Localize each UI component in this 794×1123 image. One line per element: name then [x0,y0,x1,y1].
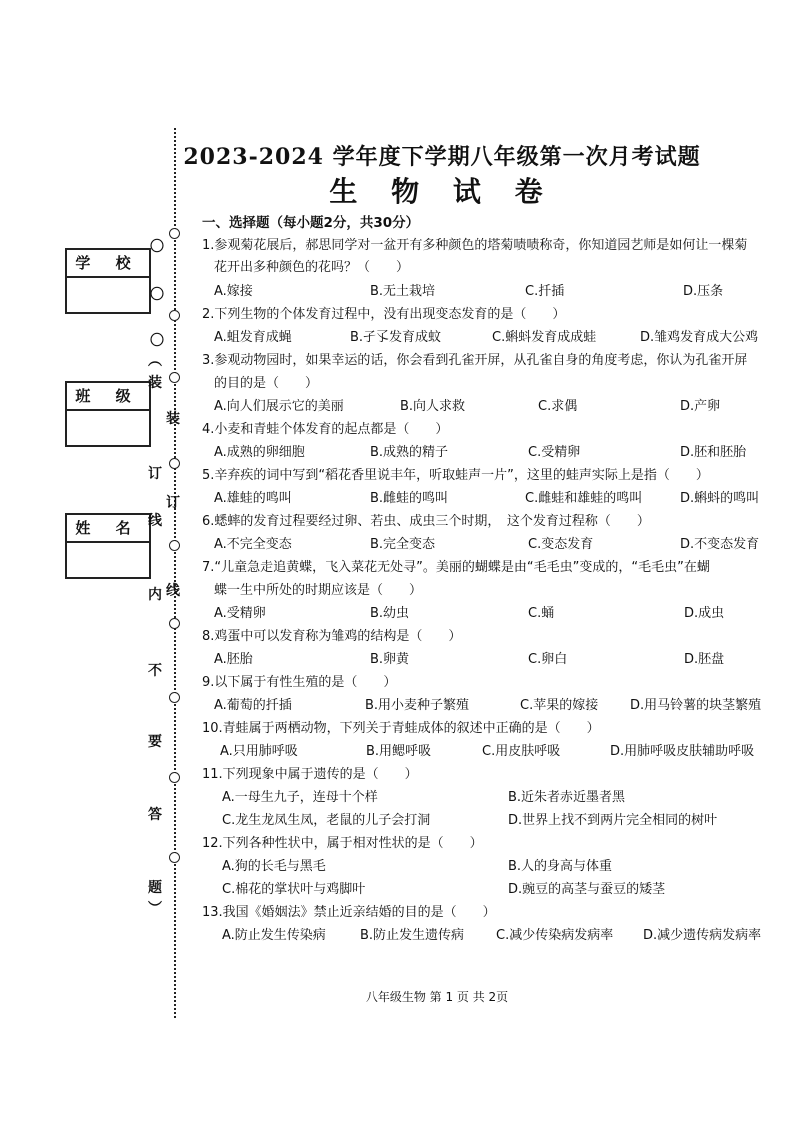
option[interactable]: B.成熟的精子 [370,445,449,460]
option[interactable]: A.不完全变态 [214,537,292,552]
option[interactable]: D.胚盘 [684,652,725,667]
exam-title: 2023-2024 学年度下学期八年级第一次月考试题 [183,144,701,170]
option[interactable]: B.用小麦种子繁殖 [365,698,470,713]
question-stem: 3.参观动物园时，如果幸运的话，你会看到孔雀开屏，从孔雀自身的角度考虑，你认为孔雀开屏 [202,353,748,368]
option[interactable]: A.胚胎 [214,652,253,667]
school-label: 学 校 [67,250,149,278]
binding-circle [169,540,180,551]
binding-circle [169,310,180,321]
question-stem: 4.小麦和青蛙个体发育的起点都是（ ） [202,422,449,437]
option[interactable]: B.完全变态 [370,537,436,552]
binding-char: 答 [148,807,162,823]
page-footer: 八年级生物 第 1 页 共 2页 [365,990,509,1004]
option[interactable]: A.成熟的卵细胞 [214,445,305,460]
name-field[interactable] [67,543,149,577]
question-stem: 7.“儿童急走追黄蝶，飞入菜花无处寻”。美丽的蝴蝶是由“毛毛虫”变成的，“毛毛虫”在蝴 [202,560,710,575]
binding-char: ︶ [148,901,162,917]
binding-char: 内 [148,587,162,603]
name-box [65,513,151,579]
name-label: 姓 名 [67,515,149,543]
binding-circle [169,772,180,783]
option[interactable]: A.葡萄的扦插 [214,698,292,713]
option[interactable]: A.雄蛙的鸣叫 [214,491,292,506]
school-field[interactable] [67,278,149,312]
option[interactable]: C.扦插 [525,284,565,299]
binding-char: 〇 [150,239,164,255]
option[interactable]: C.雌蛙和雄蛙的鸣叫 [525,491,643,506]
question-stem: 9.以下属于有性生殖的是（ ） [202,675,397,690]
option[interactable]: B.防止发生遗传病 [360,928,465,943]
option[interactable]: D.减少遗传病发病率 [643,928,762,943]
option[interactable]: B.向人求救 [400,399,466,414]
section-heading: 一、选择题（每小题2分，共30分） [202,215,420,231]
option[interactable]: A.防止发生传染病 [222,928,326,943]
option[interactable]: C.卵白 [528,652,568,667]
binding-circle [169,372,180,383]
question-stem: 6.蟋蟀的发育过程要经过卵、若虫、成虫三个时期， 这个发育过程称（ ） [202,514,650,529]
option[interactable]: B.孑孓发育成蚊 [350,330,442,345]
option[interactable]: D.豌豆的高茎与蚕豆的矮茎 [508,882,666,897]
option[interactable]: C.求偶 [538,399,578,414]
option[interactable]: D.不变态发育 [680,537,760,552]
binding-char: 不 [148,663,162,679]
option[interactable]: B.近朱者赤近墨者黑 [508,790,626,805]
option[interactable]: A.只用肺呼吸 [220,744,298,759]
binding-circle [169,852,180,863]
option[interactable]: D.蝌蚪的鸣叫 [680,491,760,506]
class-box [65,381,151,447]
binding-circle [169,692,180,703]
option[interactable]: C.减少传染病发病率 [496,928,614,943]
question-stem: 的目的是（ ） [214,376,319,391]
binding-char: 订 [166,495,180,511]
option[interactable]: A.受精卵 [214,606,266,621]
option[interactable]: B.无土栽培 [370,284,436,299]
option[interactable]: B.用鳃呼吸 [366,744,432,759]
binding-char: 题 [148,880,162,896]
question-stem: 11.下列现象中属于遗传的是（ ） [202,767,418,782]
option[interactable]: B.卵黄 [370,652,410,667]
option[interactable]: D.世界上找不到两片完全相同的树叶 [508,813,718,828]
option[interactable]: C.蛹 [528,606,555,621]
option[interactable]: A.狗的长毛与黑毛 [222,859,326,874]
binding-circle [169,228,180,239]
question-stem: 花开出多种颜色的花吗？（ ） [214,260,410,275]
option[interactable]: C.龙生龙凤生凤，老鼠的儿子会打洞 [222,813,431,828]
binding-char: 订 [148,466,162,482]
question-stem: 12.下列各种性状中，属于相对性状的是（ ） [202,836,483,851]
question-stem: 蝶一生中所处的时期应该是（ ） [214,583,423,598]
question-stem: 8.鸡蛋中可以发育称为雏鸡的结构是（ ） [202,629,462,644]
question-stem: 13.我国《婚姻法》禁止近亲结婚的目的是（ ） [202,905,496,920]
binding-char: 装 [166,411,180,427]
binding-char: 线 [166,583,180,599]
option[interactable]: C.苹果的嫁接 [520,698,599,713]
option[interactable]: A.向人们展示它的美丽 [214,399,344,414]
option[interactable]: D.用马铃薯的块茎繁殖 [630,698,762,713]
binding-char: 装 [148,375,162,391]
option[interactable]: D.胚和胚胎 [680,445,747,460]
question-stem: 2.下列生物的个体发育过程中，没有出现变态发育的是（ ） [202,307,566,322]
option[interactable]: C.变态发育 [528,537,594,552]
binding-circle [169,458,180,469]
binding-char: ︵ [148,353,162,369]
question-stem: 1.参观菊花展后，郝思同学对一盆开有多种颜色的塔菊啧啧称奇，你知道园艺师是如何让一棵菊 [202,238,748,253]
binding-char: 〇 [150,333,164,349]
class-label: 班 级 [67,383,149,411]
option[interactable]: B.人的身高与体重 [508,859,613,874]
option[interactable]: C.用皮肤呼吸 [482,744,561,759]
option[interactable]: D.用肺呼吸皮肤辅助呼吸 [610,744,755,759]
option[interactable]: C.受精卵 [528,445,581,460]
question-stem: 5.辛弃疾的词中写到“稻花香里说丰年，听取蛙声一片”，这里的蛙声实际上是指（ ） [202,468,709,483]
binding-circle [169,618,180,629]
binding-dotted-line [174,128,176,1018]
option[interactable]: B.雌蛙的鸣叫 [370,491,449,506]
option[interactable]: A.嫁接 [214,284,253,299]
class-field[interactable] [67,411,149,445]
binding-char: 线 [148,513,162,529]
school-box [65,248,151,314]
option[interactable]: A.一母生九子，连母十个样 [222,790,378,805]
option[interactable]: D.雏鸡发育成大公鸡 [640,330,759,345]
binding-char: 〇 [150,287,164,303]
option[interactable]: D.产卵 [680,399,721,414]
option[interactable]: A.蛆发育成蝇 [214,330,292,345]
question-stem: 10.青蛙属于两栖动物，下列关于青蛙成体的叙述中正确的是（ ） [202,721,600,736]
binding-char: 要 [148,734,162,750]
exam-subtitle: 生 物 试 卷 [329,175,555,208]
option[interactable]: B.幼虫 [370,606,410,621]
option[interactable]: D.成虫 [684,606,725,621]
option[interactable]: C.棉花的掌状叶与鸡脚叶 [222,882,366,897]
option[interactable]: D.压条 [683,284,724,299]
option[interactable]: C.蝌蚪发育成成蛙 [492,330,597,345]
